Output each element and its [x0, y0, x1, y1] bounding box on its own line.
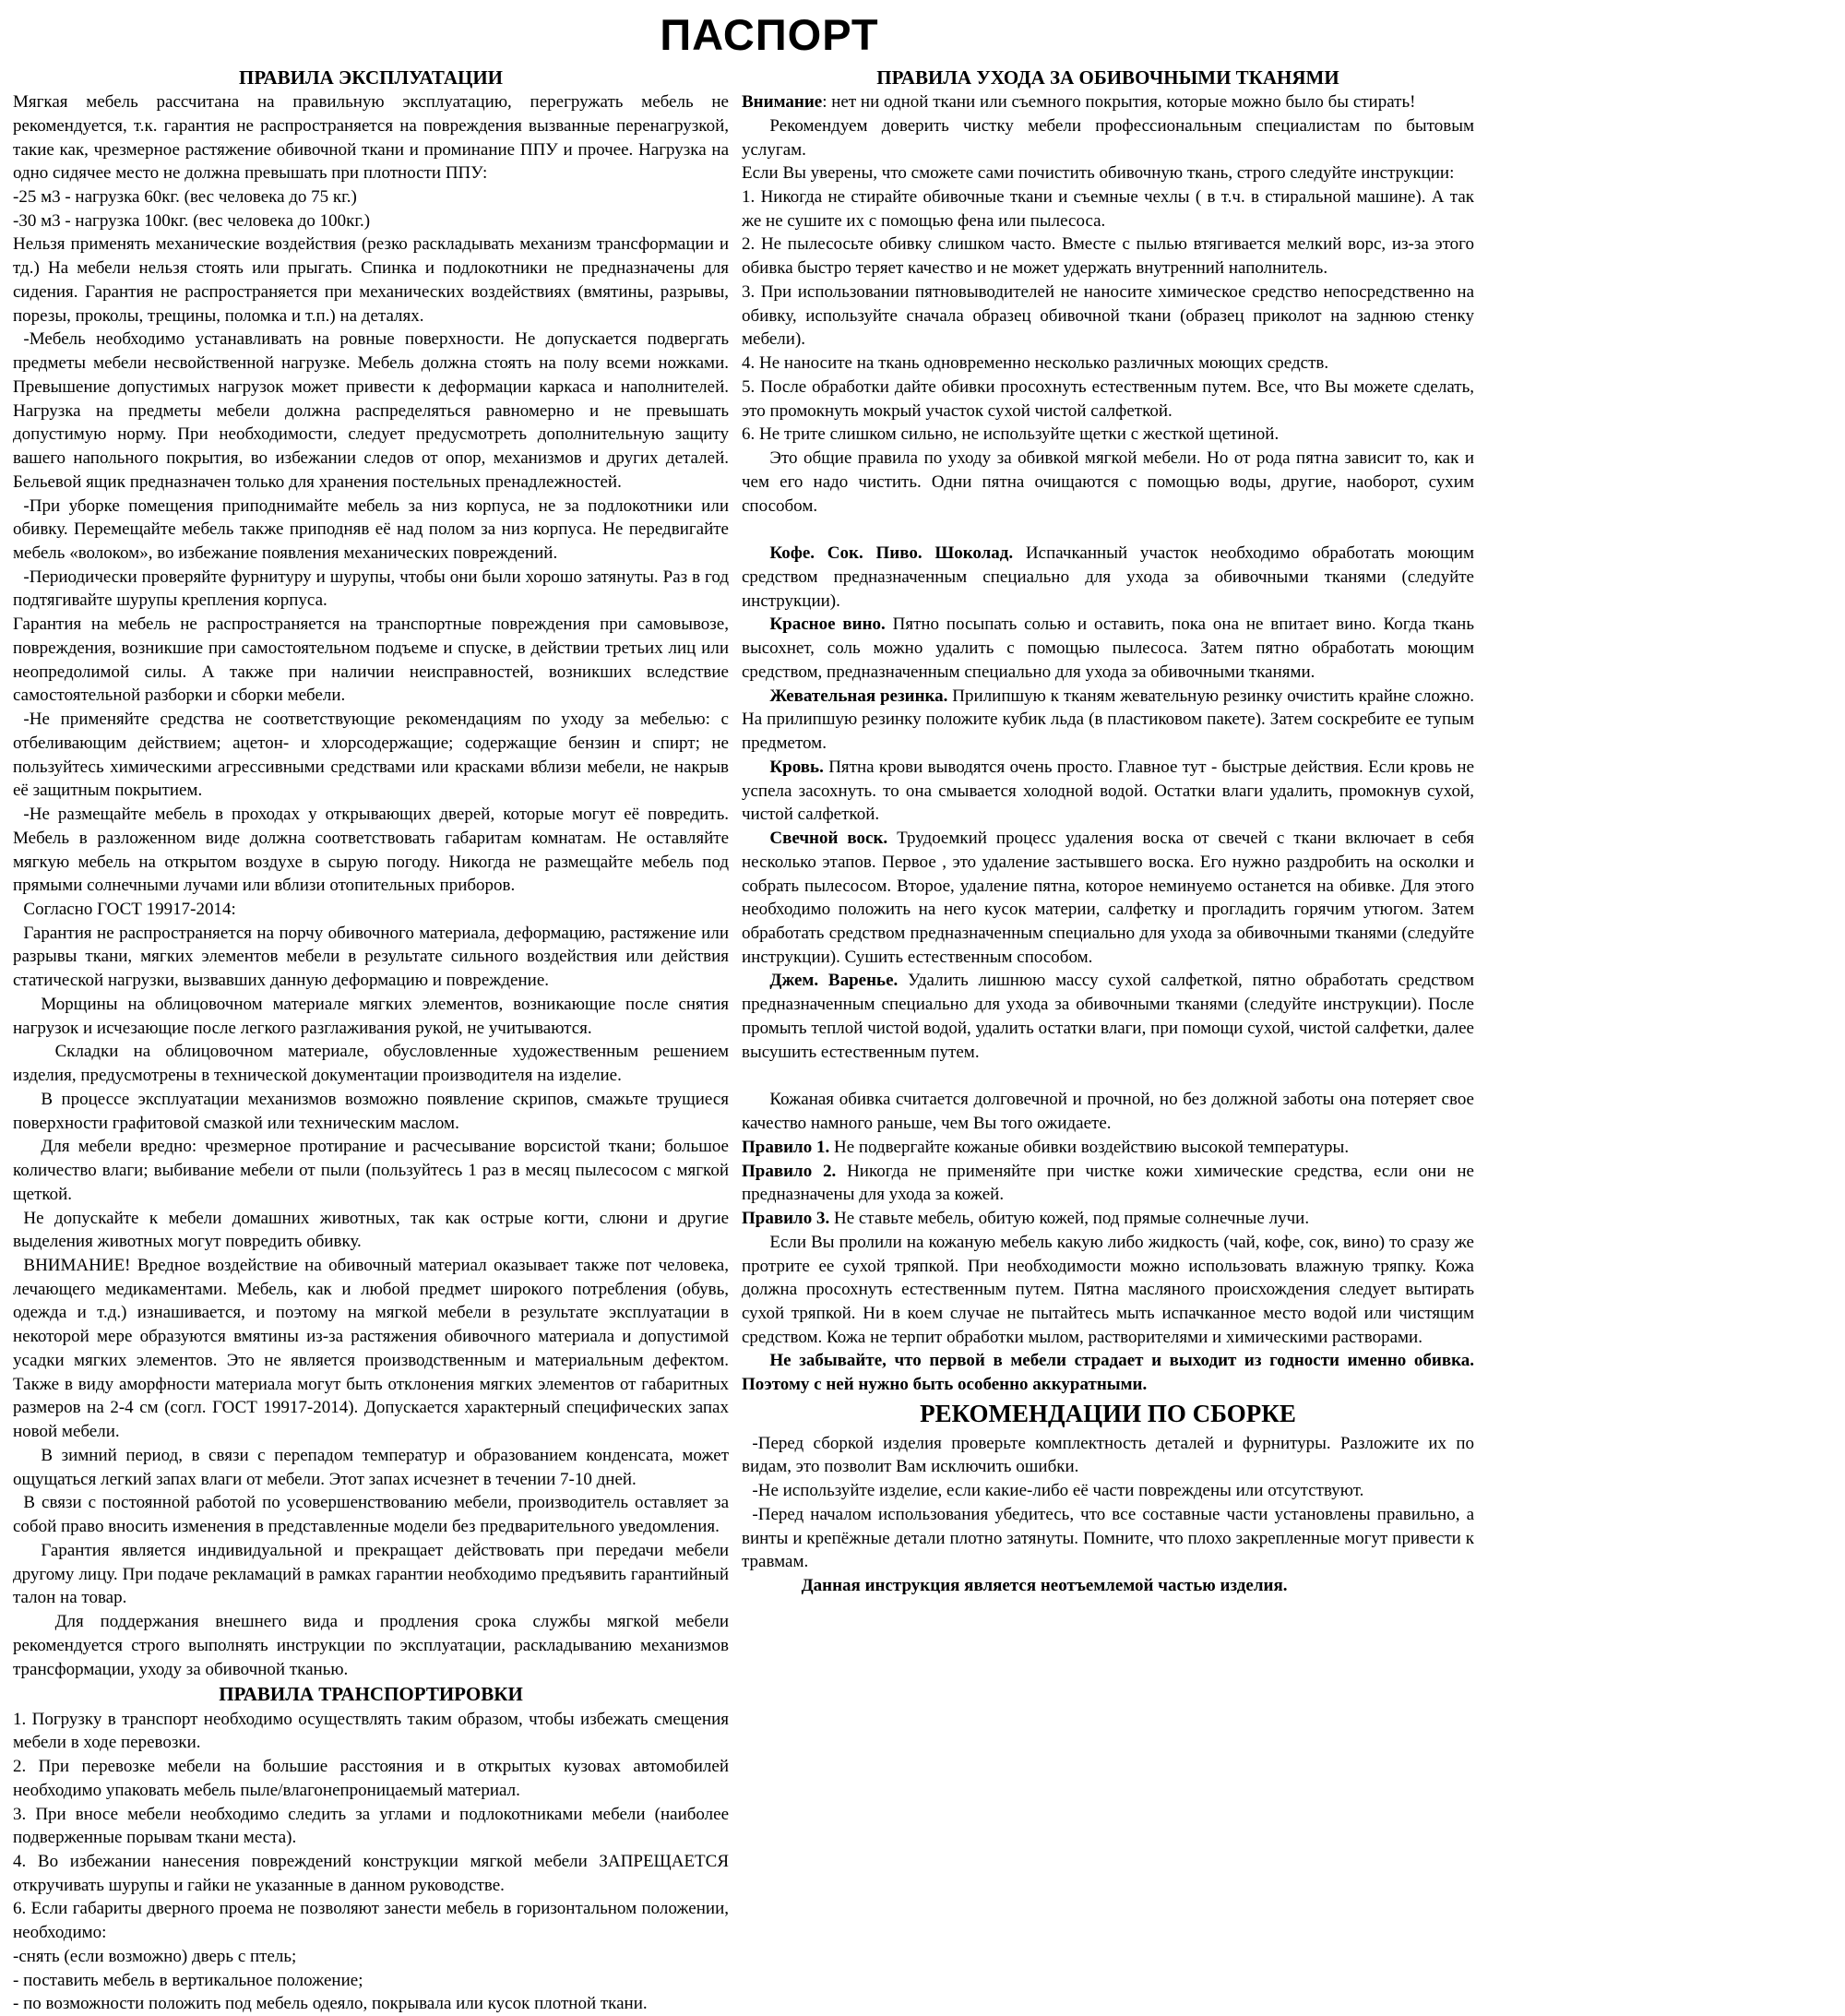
section-heading: ПРАВИЛА УХОДА ЗА ОБИВОЧНЫМИ ТКАНЯМИ	[876, 66, 1339, 89]
paragraph: -Периодически проверяйте фурнитуру и шурупы, чтобы они были хорошо затянуты. Раз в год подтягивайте шурупы крепления корпуса.	[13, 567, 729, 611]
page-title: ПАСПОРТ	[660, 10, 879, 59]
paragraph-lead: Красное вино.	[769, 614, 886, 635]
paragraph-text: Трудоемкий процесс удаления воска от свечей с ткани включает в себя несколько этапов. Первое , это удаление застывшего воска. Его нужно раздробить на осколки и собрать пылесосом. Второе, удаление пятна, которое неминуемо останется на обивке. Для этого необходимо положить на него кусок материи, салфетку и прогладить горячим утюгом. Затем обработать средством предназначенным специально для ухода за обивочными тканями (следуйте инструкции). Сушить естественным способом.	[742, 829, 1474, 967]
paragraph: Кожаная обивка считается долговечной и прочной, но без должной заботы она потеряет свое качество намного раньше, чем Вы того ожидаете.	[742, 1090, 1474, 1134]
paragraph: 4. Во избежании нанесения повреждений конструкции мягкой мебели ЗАПРЕЩАЕТСЯ откручивать шурупы и гайки не указанные в данном руководстве.	[13, 1851, 729, 1895]
paragraph: В процессе эксплуатации механизмов возможно появление скрипов, смажьте трущиеся поверхности графитовой смазкой или техническим маслом.	[13, 1089, 729, 1133]
paragraph: 3. При вносе мебели необходимо следить за углами и подлокотниками мебели (наиболее подверженные порывам ткани места).	[13, 1804, 729, 1848]
section-body	[742, 1432, 1474, 1598]
paragraph: - по возможности положить под мебель одеяло, покрывала или кусок плотной ткани.	[13, 1994, 648, 2014]
paragraph-text: Прилипшую к тканям жевательную резинку очистить крайне сложно. На прилипшую резинку положите кубик льда (в пластиковом пакете). Затем соскребите ее тупым предметом.	[742, 686, 1474, 754]
paragraph	[742, 969, 1474, 1064]
paragraph-text: Пятно посыпать солью и оставить, пока она не впитает вино. Когда ткань высохнет, соль можно удалить с помощью пылесоса. Затем пятно обработать моющим средством, предназначенным специально для ухода за обивочными тканями.	[742, 614, 1474, 682]
paragraph: 2. При перевозке мебели на большие расстояния и в открытых кузовах автомобилей необходимо упаковать мебель пыле/влагонепроницаемый материал.	[13, 1757, 729, 1800]
paragraph: -снять (если возможно) дверь с птель;	[13, 1946, 297, 1966]
paragraph: -Перед началом использования убедитесь, что все составные части установлены правильно, а винты и крепёжные детали плотно затянуты. Помните, что плохо закрепленные могут привести к травмам.	[742, 1504, 1474, 1572]
paragraph: Данная инструкция является неотъемлемой частью изделия.	[801, 1576, 1288, 1596]
paragraph: Для поддержания внешнего вида и продления срока службы мягкой мебели рекомендуется строго выполнять инструкции по эксплуатации, раскладыванию механизмов трансформации, уходу за обивочной тканью.	[13, 1612, 729, 1679]
paragraph: 5. После обработки дайте обивки просохнуть естественным путем. Все, что Вы можете сделать, это промокнуть мокрый участок сухой чистой салфеткой.	[742, 376, 1474, 421]
paragraph: Нельзя применять механические воздействия (резко раскладывать механизм трансформации и тд.) На мебели нельзя стоять или прыгать. Спинка и подлокотники не предназначены для сидения. Гарантия не распространяется при механических воздействиях (вмятины, разрывы, порезы, проколы, трещины, поломка и т.п.) на деталях.	[13, 234, 729, 326]
paragraph: -Перед сборкой изделия проверьте комплектность деталей и фурнитуры. Разложите их по видам, это позволит Вам исключить ошибки.	[742, 1433, 1474, 1477]
section-heading: ПРАВИЛА ТРАНСПОРТИРОВКИ	[219, 1683, 523, 1706]
paragraph	[742, 613, 1474, 684]
paragraph: -30 м3 - нагрузка 100кг. (вес человека до 100кг.)	[13, 210, 371, 231]
paragraph: Гарантия является индивидуальной и прекращает действовать при передачи мебели другому лицу. При подаче рекламаций в рамках гарантии необходимо предъявить гарантийный талон на товар.	[13, 1540, 729, 1608]
paragraph: 1. Никогда не стирайте обивочные ткани и съемные чехлы ( в т.ч. в стиральной машине). А так же не сушите их с помощью фена или пылесоса.	[742, 186, 1474, 231]
document-section	[742, 65, 1474, 1397]
paragraph-text: : нет ни одной ткани или съемного покрытия, которые можно было бы стирать!	[822, 92, 1416, 113]
paragraph-lead: Правило 3.	[742, 1209, 830, 1229]
paragraph-lead: Правило 1.	[742, 1137, 830, 1157]
paragraph	[742, 827, 1474, 969]
left-column	[13, 65, 729, 2016]
paragraph-lead: Жевательная резинка.	[769, 686, 948, 706]
paragraph: Не забывайте, что первой в мебели страдает и выходит из годности именно обивка. Поэтому с ней нужно быть особенно аккуратными.	[742, 1351, 1474, 1395]
section-body	[13, 90, 729, 1681]
paragraph: В зимний период, в связи с перепадом температур и образованием конденсата, может ощущаться легкий запах влаги от мебели. Этот запах исчезнет в течении 7-10 дней.	[13, 1445, 729, 1489]
section-heading: РЕКОМЕНДАЦИИ ПО СБОРКЕ	[920, 1399, 1296, 1427]
paragraph: 4. Не наносите на ткань одновременно несколько различных моющих средств.	[742, 353, 1329, 374]
paragraph: 6. Если габариты дверного проема не позволяют занести мебель в горизонтальном положении, необходимо:	[13, 1899, 729, 1943]
paragraph: Мягкая мебель рассчитана на правильную эксплуатацию, перегружать мебель не рекомендуется, т.к. гарантия не распространяется на повреждения вызванные перенагрузкой, такие как, чрезмерное растяжение обивочной ткани и проминание ППУ и прочее. Нагрузка на одно сидячее место не должна превышать при плотности ППУ:	[13, 92, 729, 184]
paragraph: 3. При использовании пятновыводителей не наносите химическое средство непосредственно на обивку, используйте сначала образец обивочной ткани (образец приколот на заднюю стенку мебели).	[742, 281, 1474, 350]
paragraph-lead: Свечной воск.	[769, 829, 888, 849]
paragraph-lead: Кровь.	[769, 757, 824, 777]
paragraph: Если Вы уверены, что сможете сами почистить обивочную ткань, строго следуйте инструкции:	[742, 163, 1455, 184]
document-section	[742, 1399, 1474, 1598]
paragraph: -Мебель необходимо устанавливать на ровные поверхности. Не допускается подвергать предметы мебели несвойственной нагрузке. Мебель должна стоять на полу всеми ножками. Превышение допустимых нагрузок может привести к деформации каркаса и наполнителей. Нагрузка на предметы мебели должна распределяться равномерно и не превышать допустимую норму. При необходимости, следует предусмотреть дополнительную защиту вашего напольного покрытия, во избежании следов от опор, механизмов и других деталей. Бельевой ящик предназначен только для хранения постельных пренадлежностей.	[13, 329, 729, 492]
paragraph: Складки на облицовочном материале, обусловленные художественным решением изделия, предусмотрены в технической документации производителя на изделие.	[13, 1042, 729, 1086]
paragraph	[742, 685, 1474, 756]
paragraph: Не допускайте к мебели домашних животных, так как острые когти, слюни и другие выделения животных могут повредить обивку.	[13, 1208, 729, 1252]
document-section	[13, 1681, 729, 2016]
paragraph-text: Удалить лишнюю массу сухой салфеткой, пятно обработать средством предназначенным специально для ухода за обивочными тканями (следуйте инструкции). После промыть теплой чистой водой, удалить остатки влаги, при помощи сухой, чистой салфетки, далее высушить естественным путем.	[742, 971, 1475, 1062]
section-body	[742, 90, 1474, 1397]
paragraph: Рекомендуем доверить чистку мебели профессиональным специалистам по бытовым услугам.	[742, 115, 1474, 160]
paragraph-text: Никогда не применяйте при чистке кожи химические средства, если они не предназначены для ухода за кожей.	[742, 1161, 1474, 1205]
paragraph: В связи с постоянной работой по усовершенствованию мебели, производитель оставляет за собой право вносить изменения в представленные модели без предварительного уведомления.	[13, 1493, 729, 1537]
document-section	[13, 65, 729, 1682]
paragraph	[742, 756, 1474, 827]
paragraph-text: Пятна крови выводятся очень просто. Главное тут - быстрые действия. Если кровь не успела засохнуть. то она смывается холодной водой. Остатки влаги удалить, промокнув сухой, чистой салфеткой.	[742, 757, 1474, 825]
paragraph-text: Испачканный участок необходимо обработать моющим средством предназначенным специально для ухода за обивочными тканями (следуйте инструкции).	[742, 543, 1474, 611]
paragraph: Если Вы пролили на кожаную мебель какую либо жидкость (чай, кофе, сок, вино) то сразу же протрите ее сухой тряпкой. При необходимости можно использовать влажную тряпку. Кожа должна просохнуть естественным путем. Пятна масляного происхождения следует вытирать сухой тряпкой. Ни в коем случае не пытайтесь мыть испачканное место водой или чистящим средством. Кожа не терпит обработки мылом, растворителями и химическими растворами.	[742, 1232, 1474, 1347]
paragraph: Морщины на облицовочном материале мягких элементов, возникающие после снятия нагрузок и исчезающие после легкого разглаживания рукой, не учитываются.	[13, 994, 729, 1038]
two-column-layout	[13, 65, 1487, 2016]
paragraph: Для мебели вредно: чрезмерное протирание и расчесывание ворсистой ткани; большое количество влаги; выбивание мебели от пыли (пользуйтесь 1 раз в месяц пылесосом с мягкой щеткой.	[13, 1137, 729, 1204]
paragraph: Гарантия не распространяется на порчу обивочного материала, деформацию, растяжение или разрывы ткани, мягких элементов мебели в результате сильного воздействия или действия статической нагрузки, вызвавших данную деформацию и повреждение.	[13, 923, 729, 991]
paragraph: 1. Погрузку в транспорт необходимо осуществлять таким образом, чтобы избежать смещения мебели в ходе перевозки.	[13, 1709, 729, 1753]
paragraph-lead: Джем. Варенье.	[769, 971, 899, 991]
paragraph: -При уборке помещения приподнимайте мебель за низ корпуса, не за подлокотники или обивку. Перемещайте мебель также приподняв её над полом за низ корпуса. Не передвигайте мебель «волоком», во избежание появления механических повреждений.	[13, 495, 729, 563]
paragraph-text: Не ставьте мебель, обитую кожей, под прямые солнечные лучи.	[829, 1209, 1310, 1229]
paragraph	[742, 1207, 1474, 1231]
section-heading: ПРАВИЛА ЭКСПЛУАТАЦИИ	[239, 66, 503, 89]
paragraph-lead: Правило 2.	[742, 1161, 837, 1181]
paragraph: 6. Не трите слишком сильно, не используйте щетки с жесткой щетиной.	[742, 424, 1280, 445]
paragraph-lead: Кофе. Сок. Пиво. Шоколад.	[769, 543, 1014, 564]
paragraph: Гарантия на мебель не распространяется на транспортные повреждения при самовывозе, повреждения, возникшие при самостоятельном подъеме и спуске, в действии третьих лиц или неопредолимой силы. А также при наличии неисправностей, возникших вследствие самостоятельной разборки и сборки мебели.	[13, 614, 729, 706]
paragraph: -Не используйте изделие, если какие-либо её части повреждены или отсутствуют.	[752, 1481, 1364, 1501]
paragraph: -Не размещайте мебель в проходах у открывающих дверей, которые могут её повредить. Мебель в разложенном виде должна соответствовать габаритам комнатам. Не оставляйте мягкую мебель на открытом воздухе в сырую погоду. Никогда не размещайте мебель под прямыми солнечными лучами или вблизи отопительных приборов.	[13, 805, 729, 896]
paragraph: ВНИМАНИЕ! Вредное воздействие на обивочный материал оказывает также пот человека, лечающего медикаментами. Мебель, как и любой предмет широкого потребления (обувь, одежда и т.д.) изнашивается, и поэтому на мягкой мебели в результате эксплуатации в некоторой мере образуются вмятины из-за растяжения обивочного материала и допустимой усадки мягких элементов. Это не является производственным и материальным дефектом. Также в виду аморфности материала могут быть отклонения мягких элементов от габаритных размеров на 2-4 см (согл. ГОСТ 19917-2014). Допускается характерный специфических запах новой мебели.	[13, 1256, 729, 1442]
paragraph: - поставить мебель в вертикальное положение;	[13, 1970, 363, 1990]
paragraph: Согласно ГОСТ 19917-2014:	[23, 900, 236, 919]
paragraph: 2. Не пылесосьте обивку слишком часто. Вместе с пылью втягивается мелкий ворс, из-за этого обивка быстро теряет качество и не может удержать внутренний наполнитель.	[742, 234, 1474, 279]
paragraph	[742, 90, 1474, 114]
paragraph: -Не применяйте средства не соответствующие рекомендациям по уходу за мебелью: с отбеливающим действием; ацетон- и хлорсодержащие; содержащие бензин и спирт; не пользуйтесь химическими агрессивными средствами или красками вблизи мебели, не накрыв её защитным покрытием.	[13, 710, 729, 801]
paragraph-lead: Внимание	[742, 92, 823, 113]
paragraph	[742, 1136, 1474, 1160]
paragraph	[742, 542, 1474, 613]
section-body	[13, 1708, 729, 2016]
right-column	[742, 65, 1474, 1598]
paragraph: Это общие правила по уходу за обивкой мягкой мебели. Но от рода пятна зависит то, как и чем его надо чистить. Одни пятна очищаются с помощью воды, другие, наоборот, сухим способом.	[742, 448, 1474, 516]
paragraph: -25 м3 - нагрузка 60кг. (вес человека до 75 кг.)	[13, 186, 357, 207]
paragraph	[742, 1160, 1474, 1207]
paragraph-text: Не подвергайте кожаные обивки воздействию высокой температуры.	[829, 1137, 1350, 1157]
